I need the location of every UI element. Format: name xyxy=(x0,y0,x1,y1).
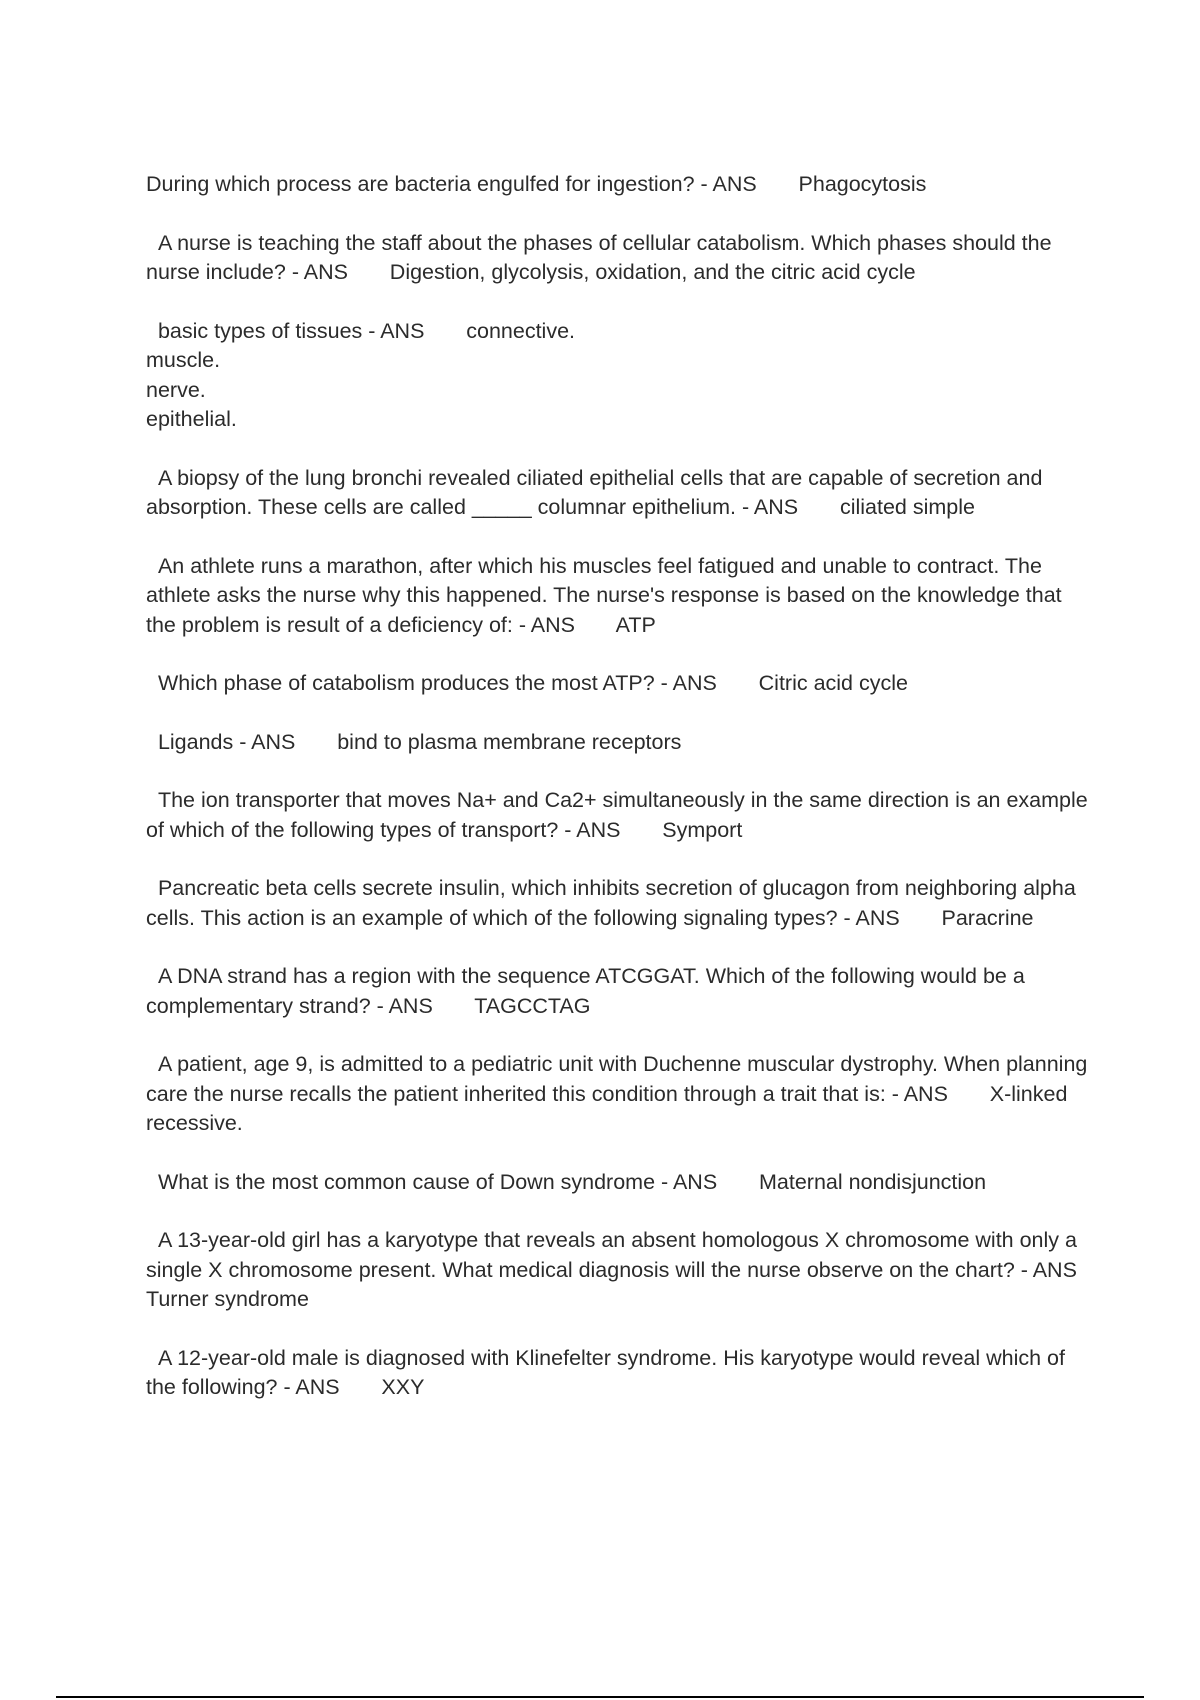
qa-item-13 xyxy=(146,1226,1119,1315)
answer-text: bind to plasma membrane receptors xyxy=(337,729,682,754)
answer-text: Paracrine xyxy=(941,905,1034,930)
footer-divider xyxy=(56,1696,1144,1698)
question-text: Ligands - ANS xyxy=(146,729,338,754)
question-text: A patient, age 9, is admitted to a pediatric unit with Duchenne muscular dystrophy. When planning care the nurse recalls the patient inherited this condition through a trait that is: - ANS xyxy=(146,1052,1094,1106)
question-text: Which phase of catabolism produces the most ATP? - ANS xyxy=(146,671,759,695)
question-text: The ion transporter that moves Na+ and Ca2+ simultaneously in the same direction is an example of which of the following types of transport? - ANS xyxy=(146,788,1094,842)
question-text: A DNA strand has a region with the sequence ATCGGAT. Which of the following would be a complementary strand? - ANS xyxy=(146,964,1031,1018)
question-text: basic types of tissues - ANS xyxy=(146,318,467,343)
answer-text: Symport xyxy=(662,817,743,842)
answer-text: Citric acid cycle xyxy=(758,671,908,695)
question-text: A 12-year-old male is diagnosed with Klinefelter syndrome. His karyotype would reveal which of the following? - ANS xyxy=(146,1345,1071,1399)
answer-text: TAGCCTAG xyxy=(474,993,591,1018)
qa-item-11 xyxy=(146,1050,1096,1139)
qa-item-5 xyxy=(146,552,1096,641)
qa-item-4 xyxy=(146,464,1096,523)
qa-item-8 xyxy=(146,786,1096,845)
qa-item-1 xyxy=(146,170,1096,200)
qa-item-2 xyxy=(146,229,1096,288)
qa-item-6 xyxy=(146,669,1096,699)
qa-item-3 xyxy=(146,317,1096,435)
qa-item-14 xyxy=(146,1344,1096,1403)
answer-text: Turner syndrome xyxy=(146,1287,309,1311)
qa-item-7 xyxy=(146,728,1096,758)
qa-list xyxy=(146,170,1119,1432)
answer-text: ATP xyxy=(615,612,656,637)
answer-text: ciliated simple xyxy=(839,495,975,519)
question-text: Pancreatic beta cells secrete insulin, which inhibits secretion of glucagon from neighboring alpha cells. This action is an example of which of the following signaling types? - ANS xyxy=(146,876,1082,930)
answer-text: Phagocytosis xyxy=(798,172,927,196)
answer-text: Maternal nondisjunction xyxy=(758,1169,987,1194)
question-text: What is the most common cause of Down syndrome - ANS xyxy=(146,1169,759,1194)
question-text: During which process are bacteria engulfed for ingestion? - ANS xyxy=(146,172,799,196)
answer-text: XXY xyxy=(381,1375,425,1399)
question-text: A biopsy of the lung bronchi revealed ciliated epithelial cells that are capable of secretion and absorption. These cells are called _____ columnar epithelium. - ANS xyxy=(146,465,1049,519)
qa-item-12 xyxy=(146,1168,1096,1198)
answer-text: Digestion, glycolysis, oxidation, and the citric acid cycle xyxy=(389,260,916,284)
question-text: A nurse is teaching the staff about the phases of cellular catabolism. Which phases should the nurse include? - ANS xyxy=(146,230,1058,284)
answer-text: connective. muscle. nerve. epithelial. xyxy=(146,318,576,431)
answer-text: X-linked recessive. xyxy=(146,1081,1074,1135)
qa-item-10 xyxy=(146,962,1096,1021)
qa-item-9 xyxy=(146,874,1096,933)
question-text: A 13-year-old girl has a karyotype that reveals an absent homologous X chromosome with only a single X chromosome present. What medical diagnosis will the nurse observe on the chart? - ANS xyxy=(146,1228,1119,1282)
question-text: An athlete runs a marathon, after which his muscles feel fatigued and unable to contract. The athlete asks the nurse why this happened. The nurse's response is based on the knowledge that the problem is result of a deficiency of: - ANS xyxy=(146,553,1068,637)
